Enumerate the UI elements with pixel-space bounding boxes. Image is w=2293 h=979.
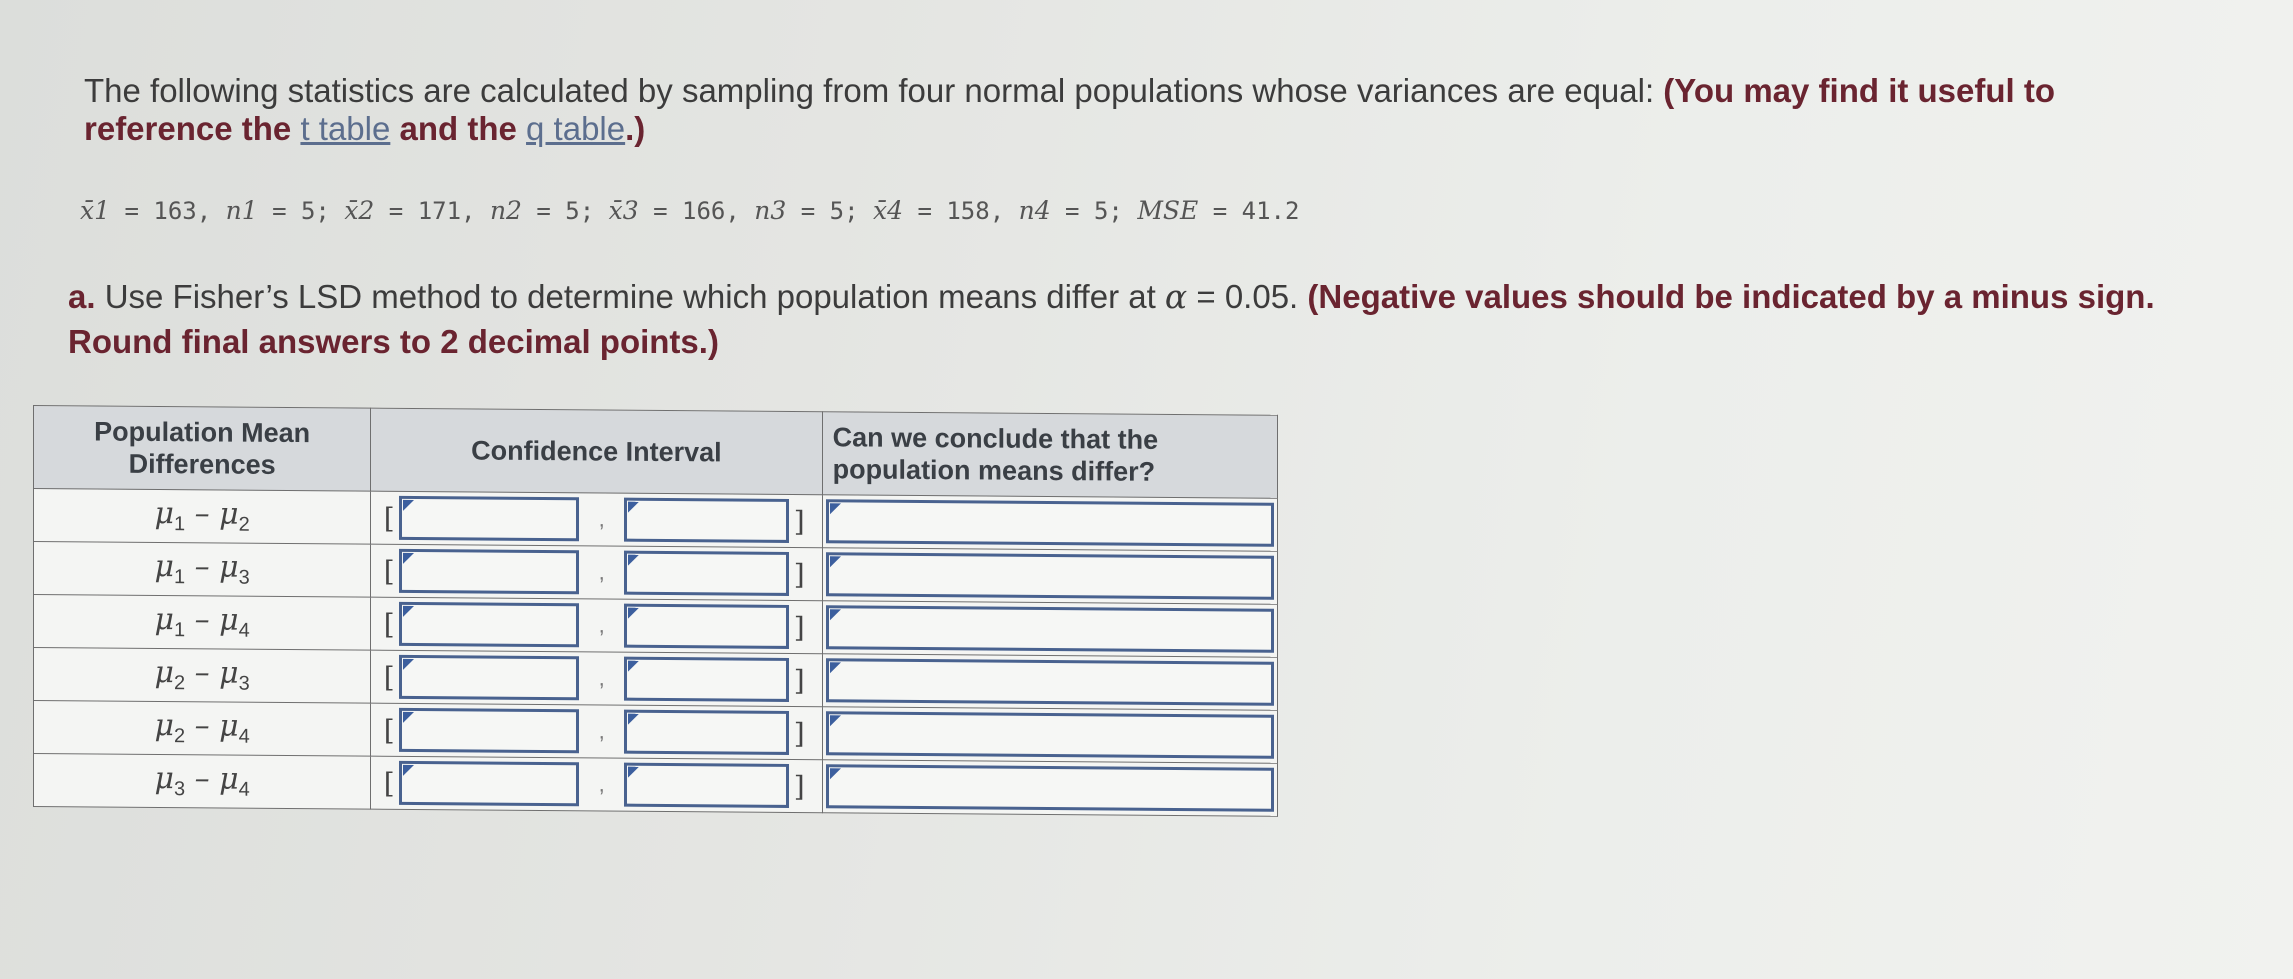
hint-open: (You may find it useful to reference the	[84, 72, 2056, 147]
mu-index: 1	[173, 566, 186, 589]
open-bracket: [	[383, 766, 395, 800]
mu-symbol: μ	[154, 654, 174, 691]
lower-bound-input[interactable]	[399, 761, 579, 806]
mean-difference-label	[34, 595, 371, 651]
n1-value: = 5;	[257, 197, 345, 225]
interval-separator: ,	[598, 665, 605, 691]
table-row	[34, 542, 1278, 605]
alpha-symbol: α	[1164, 277, 1188, 316]
conclusion-dropdown[interactable]	[826, 552, 1274, 600]
n3-value: = 5;	[786, 197, 873, 225]
interval-separator: ,	[598, 559, 605, 585]
mu-symbol: μ	[154, 760, 174, 797]
n2-value: = 5;	[521, 197, 609, 225]
table-row	[34, 648, 1278, 711]
mean-difference-label	[34, 648, 371, 704]
mu-index: 3	[238, 566, 250, 589]
confidence-interval-cell	[371, 597, 822, 654]
n1-symbol: n1	[225, 196, 258, 225]
close-bracket: ]	[793, 557, 805, 591]
mu-index: 3	[173, 778, 186, 801]
mean-difference-label	[34, 489, 371, 545]
lower-bound-input[interactable]	[399, 496, 579, 541]
upper-bound-input[interactable]	[624, 604, 789, 649]
lower-bound-input[interactable]	[399, 602, 579, 647]
n4-value: = 5;	[1050, 197, 1138, 225]
mu-symbol: μ	[154, 707, 174, 744]
lower-bound-input[interactable]	[399, 655, 579, 700]
hint-close: .)	[625, 110, 646, 147]
mu-symbol: μ	[219, 655, 239, 691]
part-label: a.	[68, 278, 96, 315]
table-row	[34, 754, 1278, 817]
close-bracket: ]	[793, 610, 805, 644]
header-differences: Population Mean Differences	[34, 406, 371, 492]
open-bracket: [	[383, 554, 395, 588]
mu-index: 4	[238, 725, 250, 748]
interval-separator: ,	[598, 718, 605, 744]
part-instruction: (Negative values should be indicated by a minus sign. Round final answers to 2 decimal points.)	[68, 278, 2155, 360]
table-row	[34, 701, 1278, 764]
mu-symbol: μ	[219, 549, 239, 585]
mu-symbol: μ	[154, 548, 174, 585]
hint-and: and the	[390, 110, 527, 147]
mu-symbol: μ	[219, 761, 239, 797]
minus-sign: –	[185, 708, 220, 744]
mu-index: 3	[238, 672, 250, 695]
conclusion-dropdown[interactable]	[826, 764, 1274, 812]
x4-symbol: x̄4	[872, 196, 903, 225]
mu-index: 2	[173, 672, 186, 695]
table-row	[34, 595, 1278, 658]
mu-symbol: μ	[219, 602, 239, 638]
part-text-1: Use Fisher’s LSD method to determine which population means differ at	[95, 278, 1165, 315]
minus-sign: –	[185, 496, 220, 532]
mu-symbol: μ	[219, 496, 239, 532]
lsd-answer-table	[33, 405, 1278, 817]
mean-difference-label	[34, 542, 371, 598]
x3-value: = 166,	[638, 197, 755, 225]
lower-bound-input[interactable]	[399, 549, 579, 594]
interval-separator: ,	[598, 771, 605, 797]
sample-statistics	[80, 196, 1299, 225]
minus-sign: –	[185, 761, 220, 797]
x4-value: = 158,	[903, 197, 1019, 225]
upper-bound-input[interactable]	[624, 710, 789, 755]
confidence-interval-cell	[371, 544, 822, 601]
close-bracket: ]	[793, 769, 805, 803]
header-confidence-interval: Confidence Interval	[371, 408, 822, 495]
table-body	[34, 489, 1278, 817]
intro-paragraph	[84, 72, 2164, 148]
minus-sign: –	[185, 549, 220, 585]
mse-value: = 41.2	[1198, 197, 1300, 225]
conclusion-cell	[822, 654, 1277, 711]
mse-symbol: MSE	[1137, 196, 1199, 225]
conclusion-cell	[822, 548, 1277, 605]
conclusion-cell	[822, 760, 1277, 817]
t-table-link[interactable]: t table	[300, 110, 391, 147]
n2-symbol: n2	[489, 196, 522, 225]
conclusion-cell	[822, 495, 1277, 552]
lower-bound-input[interactable]	[399, 708, 579, 753]
x2-symbol: x̄2	[344, 196, 375, 225]
conclusion-dropdown[interactable]	[826, 605, 1274, 653]
conclusion-dropdown[interactable]	[826, 499, 1274, 547]
conclusion-cell	[822, 707, 1277, 764]
upper-bound-input[interactable]	[624, 657, 789, 702]
minus-sign: –	[185, 602, 220, 638]
open-bracket: [	[383, 660, 395, 694]
interval-separator: ,	[598, 506, 605, 532]
upper-bound-input[interactable]	[624, 551, 789, 596]
conclusion-cell	[822, 601, 1277, 658]
interval-separator: ,	[598, 612, 605, 638]
upper-bound-input[interactable]	[624, 763, 789, 808]
part-text-2: = 0.05.	[1187, 278, 1308, 315]
open-bracket: [	[383, 713, 395, 747]
close-bracket: ]	[793, 663, 805, 697]
open-bracket: [	[383, 501, 395, 535]
mu-symbol: μ	[219, 708, 239, 744]
table-row	[34, 489, 1278, 552]
x3-symbol: x̄3	[608, 196, 639, 225]
close-bracket: ]	[793, 504, 805, 538]
mu-index: 1	[173, 513, 186, 536]
conclusion-dropdown[interactable]	[826, 658, 1274, 706]
mu-index: 2	[238, 513, 250, 536]
mu-symbol: μ	[154, 601, 174, 638]
minus-sign: –	[185, 655, 220, 691]
n3-symbol: n3	[754, 196, 787, 225]
n4-symbol: n4	[1018, 196, 1051, 225]
mu-index: 4	[238, 619, 250, 642]
mean-difference-label	[34, 754, 371, 810]
mu-index: 1	[173, 619, 186, 642]
header-row	[34, 406, 1278, 499]
x2-value: = 171,	[374, 197, 490, 225]
confidence-interval-cell	[371, 491, 822, 548]
close-bracket: ]	[793, 716, 805, 750]
confidence-interval-cell	[371, 756, 822, 813]
mu-symbol: μ	[154, 495, 174, 532]
mu-index: 2	[173, 725, 186, 748]
confidence-interval-cell	[371, 703, 822, 760]
confidence-interval-cell	[371, 650, 822, 707]
conclusion-dropdown[interactable]	[826, 711, 1274, 759]
intro-text: The following statistics are calculated by sampling from four normal populations whose variances are equal:	[84, 72, 1664, 109]
mu-index: 4	[238, 778, 250, 801]
q-table-link[interactable]: q table	[526, 110, 626, 147]
question-part-a	[68, 274, 2188, 364]
upper-bound-input[interactable]	[624, 498, 789, 543]
mean-difference-label	[34, 701, 371, 757]
x1-value: = 163,	[110, 197, 226, 225]
x1-symbol: x̄1	[80, 196, 111, 225]
header-conclusion: Can we conclude that the population means differ?	[822, 412, 1277, 499]
open-bracket: [	[383, 607, 395, 641]
